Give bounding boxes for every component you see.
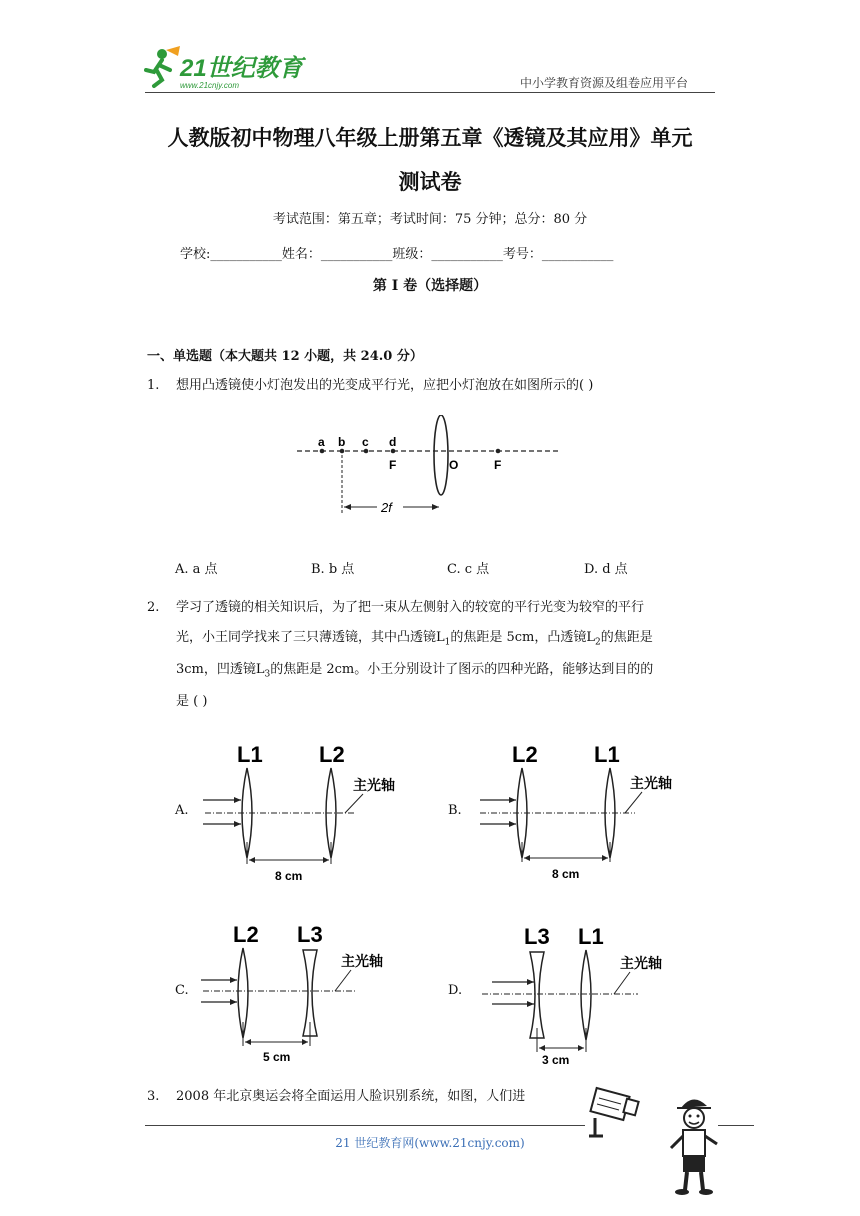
lens-label: L3 [297, 922, 323, 947]
lens-diagram-a [195, 738, 395, 892]
section-title: 一、单选题（本大题共 12 小题，共 24.0 分） [147, 349, 423, 364]
option-b[interactable]: B. b 点 [311, 562, 355, 577]
question-text: 是 ( ) [176, 694, 208, 709]
question-number: 2. [147, 600, 160, 615]
lens-label: L2 [233, 922, 259, 947]
question-number: 3. [147, 1089, 160, 1104]
distance-label: 5 cm [263, 1050, 291, 1064]
subscript: 3 [264, 669, 271, 680]
logo-main: 21世纪教育 [180, 55, 303, 82]
text-part: 光，小王同学找来了三只薄透镜，其中凸透镜L [176, 630, 445, 645]
option-a[interactable]: A. a 点 [175, 562, 218, 577]
text-part: 的焦距是 5cm，凸透镜L [450, 630, 596, 645]
option-b[interactable]: B. [448, 803, 462, 818]
option-c[interactable]: C. [175, 983, 189, 998]
logo-url: www.21cnjy.com [180, 81, 239, 90]
page-title-line1: 人教版初中物理八年级上册第五章《透镜及其应用》单元 [167, 125, 693, 150]
axis-label: 主光轴 [353, 777, 395, 793]
lens-point-figure [295, 415, 565, 529]
axis-label: 主光轴 [630, 775, 672, 791]
lens-label: L2 [319, 742, 345, 767]
distance-label: 2f [381, 500, 392, 515]
footer-divider [718, 1125, 754, 1126]
footer-divider [145, 1125, 585, 1126]
lens-label: L2 [512, 742, 538, 767]
question-number: 1. [147, 378, 160, 393]
footer-link[interactable]: 21 世纪教育网(www.21cnjy.com) [335, 1136, 525, 1150]
student-info-line: 学校:___________姓名：___________班级：___________考号：___________ [180, 247, 614, 262]
focus-label: F [389, 458, 397, 472]
focus-label: F [494, 458, 502, 472]
text-part: 3cm，凹透镜L [176, 662, 265, 677]
point-label: c [362, 435, 369, 449]
logo [140, 42, 320, 92]
text-part: 的焦距是 2cm。小王分别设计了图示的四种光路，能够达到目的的 [270, 662, 654, 677]
option-d[interactable]: D. [448, 983, 463, 998]
option-d[interactable]: D. d 点 [584, 562, 628, 577]
page-title-line2: 测试卷 [398, 169, 462, 194]
option-c[interactable]: C. c 点 [447, 562, 490, 577]
question-text: 2008 年北京奥运会将全面运用人脸识别系统，如图，人们进 [176, 1089, 526, 1104]
point-label: a [318, 435, 325, 449]
question-text: 想用凸透镜使小灯泡发出的光变成平行光，应把小灯泡放在如图所示的( ) [176, 378, 594, 393]
question-text [176, 623, 653, 658]
lens-label: L1 [237, 742, 263, 767]
center-label: O [449, 458, 459, 472]
header-divider [145, 92, 715, 93]
subscript: 1 [444, 637, 451, 648]
question-text: 学习了透镜的相关知识后，为了把一束从左侧射入的较宽的平行光变为较窄的平行 [176, 600, 645, 615]
subscript: 2 [595, 637, 601, 648]
camera-icon [589, 1088, 639, 1136]
text-part: 的焦距是 [600, 630, 653, 645]
volume-title: 第 I 卷（选择题） [372, 278, 488, 294]
axis-label: 主光轴 [341, 953, 383, 969]
point-label: b [338, 435, 346, 449]
question-text [176, 655, 653, 690]
option-a[interactable]: A. [175, 803, 189, 818]
lens-label: L3 [524, 924, 550, 949]
exam-info: 考试范围：第五章；考试时间：75 分钟；总分：80 分 [272, 212, 588, 227]
distance-label: 8 cm [275, 869, 303, 883]
axis-label: 主光轴 [620, 955, 662, 971]
header-right-text: 中小学教育资源及组卷应用平台 [520, 76, 689, 90]
point-label: d [389, 435, 397, 449]
distance-label: 8 cm [552, 867, 580, 881]
lens-diagram-d [478, 918, 698, 1072]
lens-diagram-b [470, 738, 690, 892]
lens-diagram-c [195, 918, 415, 1072]
distance-label: 3 cm [542, 1053, 570, 1067]
lens-label: L1 [594, 742, 620, 767]
lens-label: L1 [578, 924, 604, 949]
